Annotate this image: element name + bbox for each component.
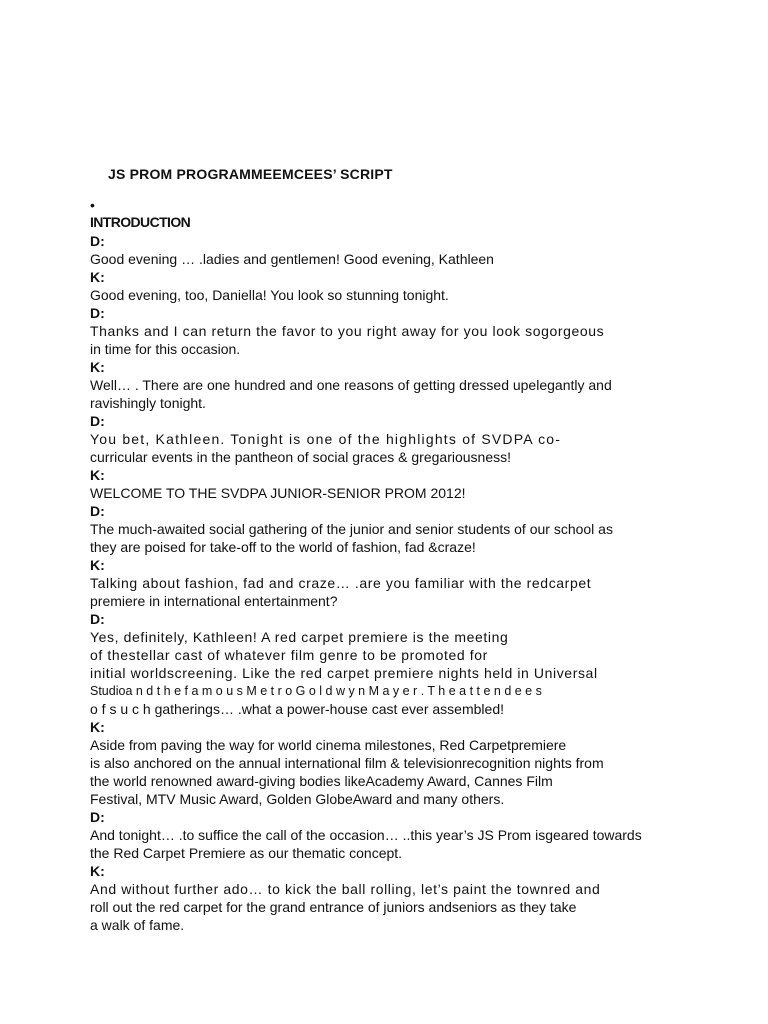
speaker-label: D: [90, 503, 105, 519]
speaker-label: D: [90, 305, 105, 321]
speaker-label: K: [90, 719, 105, 735]
speaker-label: D: [90, 233, 105, 249]
dialogue-line: they are poised for take-off to the world of fashion, fad &craze! [90, 539, 476, 555]
speaker-label: D: [90, 809, 105, 825]
dialogue-line: Good evening, too, Daniella! You look so stunning tonight. [90, 287, 449, 303]
dialogue-line: o f s u c h gatherings… .what a power-house cast ever assembled! [90, 701, 504, 717]
dialogue-line: Festival, MTV Music Award, Golden GlobeAward and many others. [90, 791, 505, 807]
dialogue-line: ravishingly tonight. [90, 395, 206, 411]
dialogue-line: Yes, definitely, Kathleen! A red carpet premiere is the meeting [90, 629, 509, 645]
dialogue-line: And without further ado… to kick the ball rolling, let’s paint the townred and [90, 881, 601, 897]
script-body [90, 232, 690, 934]
dialogue-line: is also anchored on the annual international film & televisionrecognition nights from [90, 755, 604, 771]
bullet-mark: • [90, 197, 95, 213]
dialogue-line: Good evening … .ladies and gentlemen! Good evening, Kathleen [90, 251, 494, 267]
dialogue-line: Studioa n d t h e f a m o u s M e t r o G o l d w y n M a y e r . T h e a t t e n d e e s [90, 684, 542, 698]
dialogue-line: Well… . There are one hundred and one reasons of getting dressed upelegantly and [90, 377, 612, 393]
dialogue-line: The much-awaited social gathering of the junior and senior students of our school as [90, 521, 613, 537]
dialogue-line: Aside from paving the way for world cinema milestones, Red Carpetpremiere [90, 737, 567, 753]
dialogue-line: initial worldscreening. Like the red carpet premiere nights held in Universal [90, 665, 598, 681]
dialogue-line: the Red Carpet Premiere as our thematic concept. [90, 845, 403, 861]
speaker-label: K: [90, 863, 105, 879]
speaker-label: K: [90, 269, 105, 285]
speaker-label: D: [90, 413, 105, 429]
speaker-label: K: [90, 467, 105, 483]
dialogue-line: curricular events in the pantheon of social graces & gregariousness! [90, 449, 512, 465]
dialogue-line: in time for this occasion. [90, 341, 241, 357]
dialogue-line: a walk of fame. [90, 917, 185, 933]
dialogue-line: And tonight… .to suffice the call of the occasion… ..this year’s JS Prom isgeared towards [90, 827, 642, 843]
dialogue-line: Talking about fashion, fad and craze… .are you familiar with the redcarpet [90, 575, 592, 591]
dialogue-line: WELCOME TO THE SVDPA JUNIOR-SENIOR PROM 2012! [90, 485, 466, 501]
dialogue-line: You bet, Kathleen. Tonight is one of the highlights of SVDPA co- [90, 431, 562, 447]
speaker-label: D: [90, 611, 105, 627]
dialogue-line: premiere in international entertainment? [90, 593, 338, 609]
dialogue-line: of thestellar cast of whatever film genre to be promoted for [90, 647, 488, 663]
speaker-label: K: [90, 557, 105, 573]
document-title: JS PROM PROGRAMMEEMCEES’ SCRIPT [108, 166, 393, 182]
section-heading: INTRODUCTION [90, 214, 191, 230]
speaker-label: K: [90, 359, 105, 375]
dialogue-line: roll out the red carpet for the grand entrance of juniors andseniors as they take [90, 899, 577, 915]
dialogue-line: Thanks and I can return the favor to you right away for you look sogorgeous [90, 323, 605, 339]
dialogue-line: the world renowned award-giving bodies likeAcademy Award, Cannes Film [90, 773, 553, 789]
